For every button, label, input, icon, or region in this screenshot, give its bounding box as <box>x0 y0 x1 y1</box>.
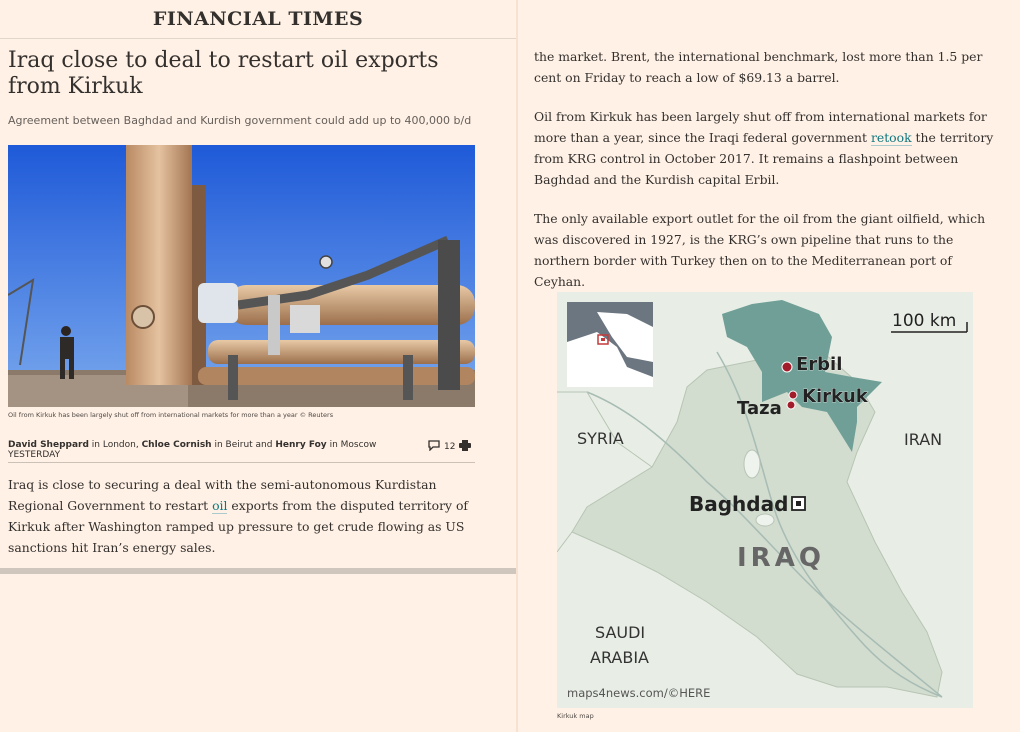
country-saudi: SAUDI <box>595 623 646 642</box>
scale-label: 100 km <box>892 311 957 331</box>
author-link[interactable]: David Sheppard <box>8 440 89 450</box>
hero-image <box>8 145 475 407</box>
blank-panel <box>0 574 522 732</box>
city-baghdad: Baghdad <box>689 492 789 516</box>
kirkuk-text: the territory from KRG control in October 2017. It remains a flashpoint between Baghdad and the Kurdish capital Erbil. <box>534 130 994 187</box>
city-taza: Taza <box>737 398 782 419</box>
city-erbil: Erbil <box>796 354 843 375</box>
intro-text: Iraq is close to securing a deal with the semi-autonomous Kurdistan Regional Government to restart <box>8 477 437 513</box>
article-headline: Iraq close to deal to restart oil exports from Kirkuk <box>8 48 439 99</box>
ft-masthead[interactable]: FINANCIAL TIMES <box>0 0 516 39</box>
comment-icon[interactable] <box>428 440 440 454</box>
comment-count[interactable]: 12 <box>444 442 456 452</box>
print-icon[interactable] <box>459 440 471 454</box>
byline-location: in Beirut and <box>214 440 273 450</box>
publish-time: YESTERDAY <box>8 450 61 460</box>
divider <box>8 462 475 463</box>
map-credit: maps4news.com/©HERE <box>567 686 711 700</box>
map-caption: Kirkuk map <box>557 712 594 720</box>
intro-text: exports from the disputed territory of Kirkuk after Washington ramped up pressure to get crude flowing as US sanctions hit Iran’s energy sales. <box>8 498 469 555</box>
article-standfirst: Agreement between Baghdad and Kurdish government could add up to 400,000 b/d <box>8 114 472 127</box>
article-intro <box>8 474 478 558</box>
country-iraq: IRAQ <box>737 543 825 573</box>
paragraph-kirkuk <box>534 106 1004 190</box>
country-iran: IRAN <box>904 430 943 449</box>
image-caption: Oil from Kirkuk has been largely shut off from international markets for more than a year © Reuters <box>8 411 334 419</box>
country-syria: SYRIA <box>577 429 624 448</box>
author-link[interactable]: Henry Foy <box>275 440 327 450</box>
city-kirkuk: Kirkuk <box>802 386 868 407</box>
country-arabia: ARABIA <box>590 648 649 667</box>
oil-link[interactable]: oil <box>212 498 228 513</box>
kirkuk-text: Oil from Kirkuk has been largely shut off from international markets for more than a year, since the Iraqi federal government <box>534 109 987 145</box>
paragraph-export: The only available export outlet for the oil from the giant oilfield, which was discovered in 1927, is the KRG’s own pipeline that runs to the northern border with Turkey then on to the Mediterranean port of Ceyhan. <box>534 211 986 289</box>
retook-link[interactable]: retook <box>870 130 912 145</box>
byline-location: in Moscow <box>329 440 377 450</box>
byline-location: in London, <box>91 440 139 450</box>
locator-inset <box>567 302 653 387</box>
article-top-panel <box>0 0 516 568</box>
article-tools <box>428 440 471 454</box>
paragraph-market: the market. Brent, the international benchmark, lost more than 1.5 per cent on Friday to reach a low of $69.13 a barrel. <box>534 49 983 85</box>
kirkuk-map <box>557 292 973 708</box>
byline <box>8 440 388 460</box>
author-link[interactable]: Chloe Cornish <box>141 440 212 450</box>
